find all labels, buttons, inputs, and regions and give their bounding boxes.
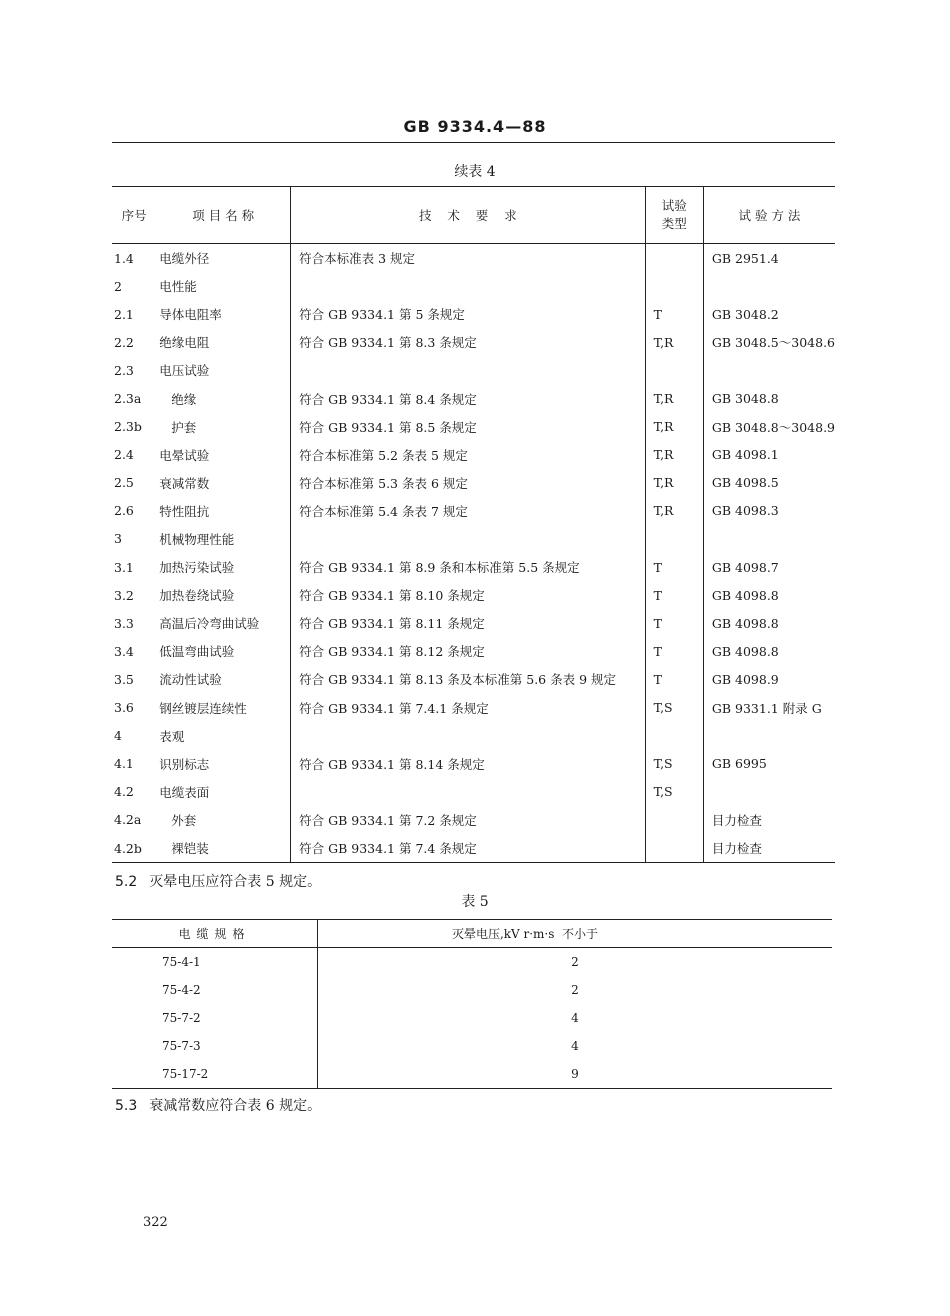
table-row bbox=[112, 609, 835, 637]
row-index: 3.3 bbox=[114, 615, 134, 631]
row-type bbox=[645, 722, 703, 750]
row-type: T,R bbox=[645, 469, 703, 497]
row-method bbox=[703, 525, 835, 553]
row-type bbox=[645, 806, 703, 834]
row-requirement: 符合 GB 9334.1 第 8.5 条规定 bbox=[291, 413, 645, 441]
row-method: GB 4098.8 bbox=[703, 609, 835, 637]
row-method: GB 9331.1 附录 G bbox=[703, 694, 835, 722]
row-method: GB 3048.2 bbox=[703, 300, 835, 328]
row-index: 3.5 bbox=[114, 671, 134, 687]
header-rule bbox=[112, 142, 835, 143]
row-index: 4.1 bbox=[114, 756, 134, 772]
col-index-header: 序号 bbox=[112, 187, 156, 244]
row-requirement: 符合 GB 9334.1 第 8.3 条规定 bbox=[291, 328, 645, 356]
row-requirement: 符合 GB 9334.1 第 8.12 条规定 bbox=[291, 637, 645, 665]
table-row bbox=[112, 300, 835, 328]
row-item: 衰减常数 bbox=[159, 475, 210, 491]
row-item: 电缆外径 bbox=[159, 251, 210, 267]
row-index: 2.1 bbox=[114, 306, 134, 322]
row-type: T bbox=[645, 609, 703, 637]
col-method-header: 试 验 方 法 bbox=[703, 187, 835, 244]
row-item: 绝缘 bbox=[171, 391, 197, 407]
row-voltage: 4 bbox=[318, 1032, 833, 1060]
table-row bbox=[112, 806, 835, 834]
table4 bbox=[112, 186, 835, 863]
row-spec: 75-17-2 bbox=[112, 1060, 318, 1089]
row-type: T,S bbox=[645, 750, 703, 778]
table-row bbox=[112, 750, 835, 778]
table-row bbox=[112, 778, 835, 806]
clause-5-3-text: 衰减常数应符合表 6 规定。 bbox=[149, 1098, 322, 1114]
row-requirement: 符合 GB 9334.1 第 5 条规定 bbox=[291, 300, 645, 328]
clause-5-2 bbox=[115, 871, 321, 891]
row-requirement: 符合 GB 9334.1 第 8.13 条及本标准第 5.6 条表 9 规定 bbox=[291, 665, 645, 693]
table-row bbox=[112, 948, 832, 977]
row-index: 4.2b bbox=[112, 834, 156, 863]
col-type-header bbox=[645, 187, 703, 244]
row-index: 4.2a bbox=[114, 812, 142, 828]
row-spec: 75-7-2 bbox=[162, 1011, 201, 1025]
clause-5-3-number: 5.3 bbox=[115, 1098, 138, 1114]
table-row bbox=[112, 328, 835, 356]
row-requirement bbox=[291, 525, 645, 553]
row-type: T bbox=[645, 637, 703, 665]
row-requirement: 符合 GB 9334.1 第 7.4.1 条规定 bbox=[291, 694, 645, 722]
row-spec: 75-7-3 bbox=[162, 1039, 201, 1053]
row-index: 1.4 bbox=[114, 250, 134, 266]
row-requirement: 符合 GB 9334.1 第 8.9 条和本标准第 5.5 条规定 bbox=[291, 553, 645, 581]
row-index: 3.4 bbox=[114, 643, 134, 659]
row-type: T,S bbox=[645, 778, 703, 806]
row-spec: 75-4-2 bbox=[162, 983, 201, 997]
row-requirement: 符合本标准第 5.4 条表 7 规定 bbox=[291, 497, 645, 525]
row-requirement bbox=[291, 722, 645, 750]
col-voltage-header: 灭晕电压,kV r·m·s 不小于 bbox=[318, 920, 833, 948]
row-method: GB 3048.5～3048.6 bbox=[703, 328, 835, 356]
table5-body bbox=[112, 948, 832, 1089]
row-index: 3.1 bbox=[114, 559, 134, 575]
row-index: 4.2 bbox=[114, 784, 134, 800]
row-item: 电压试验 bbox=[159, 363, 210, 379]
row-type bbox=[645, 272, 703, 300]
row-method: GB 4098.3 bbox=[703, 497, 835, 525]
row-requirement bbox=[291, 272, 645, 300]
row-type bbox=[645, 525, 703, 553]
row-type: T,R bbox=[645, 384, 703, 412]
row-requirement: 符合 GB 9334.1 第 8.10 条规定 bbox=[291, 581, 645, 609]
row-item: 流动性试验 bbox=[159, 672, 222, 688]
page-number: 322 bbox=[143, 1215, 168, 1230]
row-index: 3.6 bbox=[114, 700, 134, 716]
row-requirement: 符合本标准第 5.3 条表 6 规定 bbox=[291, 469, 645, 497]
table-row bbox=[112, 694, 835, 722]
row-voltage: 2 bbox=[318, 948, 833, 977]
row-type: T,R bbox=[645, 413, 703, 441]
row-requirement: 符合 GB 9334.1 第 8.4 条规定 bbox=[291, 384, 645, 412]
row-method: GB 3048.8～3048.9 bbox=[703, 413, 835, 441]
row-type: T,R bbox=[645, 497, 703, 525]
row-requirement: 符合 GB 9334.1 第 7.2 条规定 bbox=[291, 806, 645, 834]
row-item: 导体电阻率 bbox=[159, 307, 222, 323]
col-type-header-line1: 试验 bbox=[661, 198, 687, 213]
row-index: 2 bbox=[114, 278, 122, 294]
row-index: 2.6 bbox=[114, 503, 134, 519]
table-row bbox=[112, 553, 835, 581]
table-row bbox=[112, 1060, 832, 1089]
table5-caption: 表 5 bbox=[461, 894, 489, 910]
row-method bbox=[703, 356, 835, 384]
row-index: 2.5 bbox=[114, 475, 134, 491]
table-row bbox=[112, 272, 835, 300]
table-row bbox=[112, 1004, 832, 1032]
row-type: T,R bbox=[645, 328, 703, 356]
row-index: 2.3a bbox=[114, 391, 142, 407]
row-index: 2.3 bbox=[114, 362, 134, 378]
row-item: 低温弯曲试验 bbox=[159, 644, 235, 660]
row-item: 电晕试验 bbox=[159, 447, 210, 463]
row-index: 2.2 bbox=[114, 334, 134, 350]
row-item: 高温后冷弯曲试验 bbox=[159, 616, 260, 632]
col-requirement-header: 技 术 要 求 bbox=[291, 187, 645, 244]
table-row bbox=[112, 384, 835, 412]
table-row bbox=[112, 581, 835, 609]
row-index: 2.4 bbox=[114, 447, 134, 463]
table-row bbox=[112, 525, 835, 553]
row-spec: 75-4-1 bbox=[162, 955, 201, 969]
row-requirement: 符合本标准表 3 规定 bbox=[291, 244, 645, 273]
row-type: T bbox=[645, 553, 703, 581]
table-row bbox=[112, 497, 835, 525]
table-row bbox=[112, 637, 835, 665]
row-type bbox=[645, 244, 703, 273]
row-type bbox=[645, 834, 703, 863]
table5 bbox=[112, 919, 832, 1089]
row-method: GB 4098.9 bbox=[703, 665, 835, 693]
table-row bbox=[112, 244, 835, 273]
row-method: 目力检查 bbox=[703, 834, 835, 863]
row-index: 3 bbox=[114, 531, 122, 547]
row-method: GB 4098.8 bbox=[703, 581, 835, 609]
row-item: 绝缘电阻 bbox=[159, 335, 210, 351]
row-method: GB 4098.5 bbox=[703, 469, 835, 497]
row-type bbox=[645, 356, 703, 384]
row-index: 4 bbox=[114, 728, 122, 744]
table-row bbox=[112, 665, 835, 693]
table-row bbox=[112, 976, 832, 1004]
table-row bbox=[112, 1032, 832, 1060]
row-index: 3.2 bbox=[114, 587, 134, 603]
table-row bbox=[112, 441, 835, 469]
row-method: GB 6995 bbox=[703, 750, 835, 778]
row-method bbox=[703, 722, 835, 750]
row-method: 目力检查 bbox=[703, 806, 835, 834]
row-index: 2.3b bbox=[114, 419, 142, 435]
row-item: 外套 bbox=[171, 812, 197, 828]
row-requirement: 符合 GB 9334.1 第 7.4 条规定 bbox=[291, 834, 645, 863]
col-item-header: 项 目 名 称 bbox=[156, 187, 290, 244]
row-type: T,R bbox=[645, 441, 703, 469]
table4-header-row bbox=[112, 187, 835, 244]
row-item: 电性能 bbox=[159, 279, 197, 295]
row-item: 机械物理性能 bbox=[159, 531, 235, 547]
row-item: 加热卷绕试验 bbox=[159, 588, 235, 604]
clause-5-2-number: 5.2 bbox=[115, 874, 138, 890]
row-method: GB 3048.8 bbox=[703, 384, 835, 412]
col-type-header-line2: 类型 bbox=[661, 216, 687, 231]
row-item: 护套 bbox=[171, 419, 197, 435]
clause-5-2-text: 灭晕电压应符合表 5 规定。 bbox=[149, 874, 322, 890]
row-item: 加热污染试验 bbox=[159, 560, 235, 576]
row-item: 识别标志 bbox=[159, 756, 210, 772]
row-item: 特性阻抗 bbox=[159, 503, 210, 519]
row-type: T bbox=[645, 581, 703, 609]
row-type: T bbox=[645, 665, 703, 693]
table-row bbox=[112, 469, 835, 497]
row-method bbox=[703, 778, 835, 806]
row-voltage: 9 bbox=[318, 1060, 833, 1089]
row-method: GB 2951.4 bbox=[703, 244, 835, 273]
row-requirement bbox=[291, 356, 645, 384]
row-method: GB 4098.7 bbox=[703, 553, 835, 581]
row-requirement: 符合 GB 9334.1 第 8.11 条规定 bbox=[291, 609, 645, 637]
row-item: 钢丝镀层连续性 bbox=[159, 700, 247, 716]
table4-body bbox=[112, 244, 835, 863]
table4-caption: 续表 4 bbox=[454, 164, 496, 180]
col-spec-header: 电缆规格 bbox=[112, 920, 318, 948]
row-method: GB 4098.8 bbox=[703, 637, 835, 665]
row-type: T,S bbox=[645, 694, 703, 722]
table-row bbox=[112, 356, 835, 384]
standard-number: GB 9334.4—88 bbox=[403, 117, 547, 136]
row-voltage: 4 bbox=[318, 1004, 833, 1032]
row-requirement: 符合本标准第 5.2 条表 5 规定 bbox=[291, 441, 645, 469]
table-row bbox=[112, 834, 835, 863]
row-item: 裸铠装 bbox=[156, 834, 290, 863]
row-voltage: 2 bbox=[318, 976, 833, 1004]
row-method: GB 4098.1 bbox=[703, 441, 835, 469]
row-type: T bbox=[645, 300, 703, 328]
table-row bbox=[112, 413, 835, 441]
table5-header-row bbox=[112, 920, 832, 948]
row-requirement: 符合 GB 9334.1 第 8.14 条规定 bbox=[291, 750, 645, 778]
row-item: 电缆表面 bbox=[159, 784, 210, 800]
row-item: 表观 bbox=[159, 728, 185, 744]
clause-5-3 bbox=[115, 1095, 321, 1115]
table-row bbox=[112, 722, 835, 750]
row-method bbox=[703, 272, 835, 300]
row-requirement bbox=[291, 778, 645, 806]
